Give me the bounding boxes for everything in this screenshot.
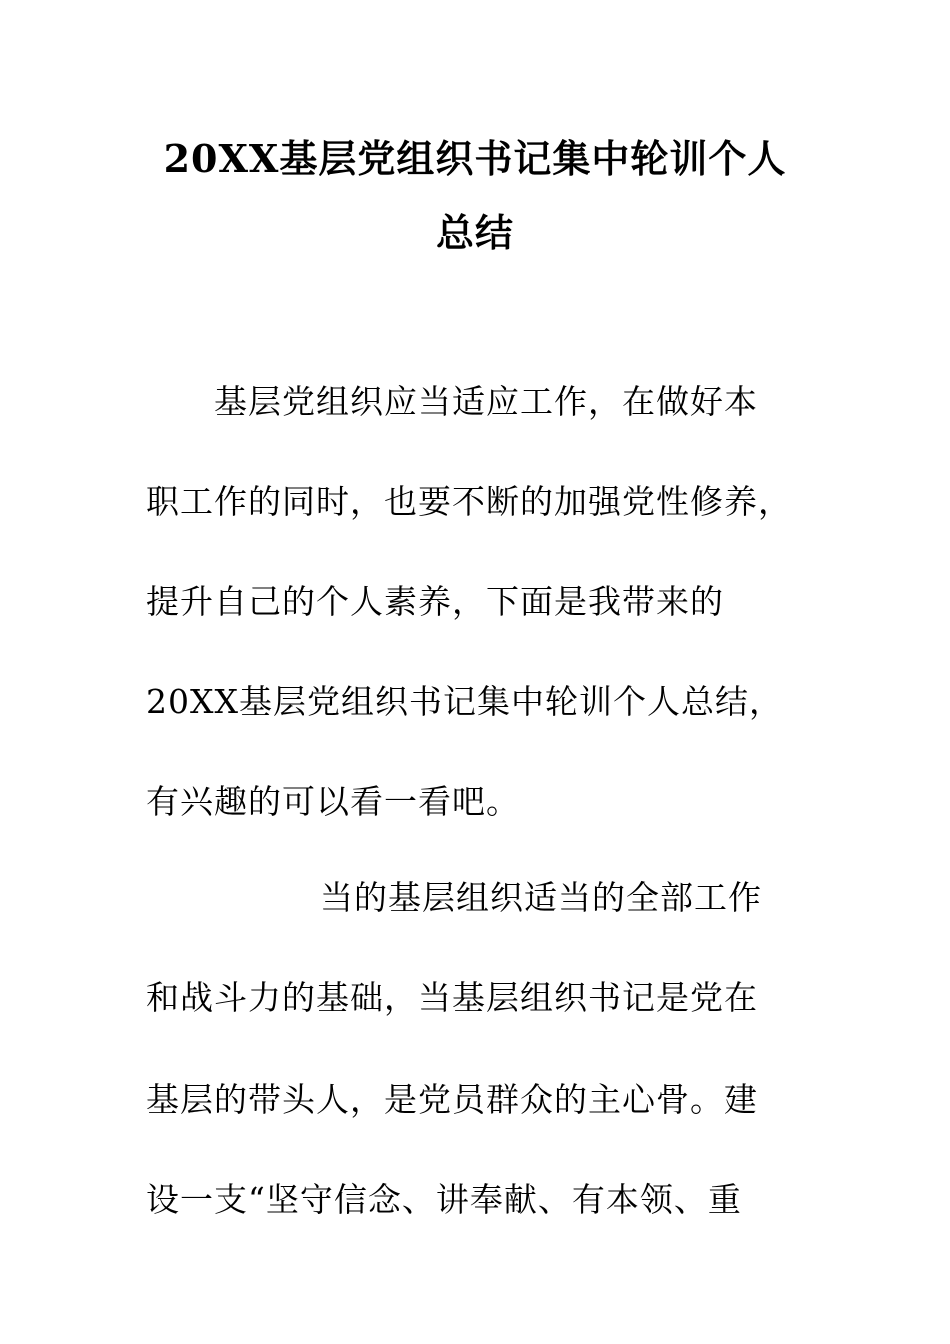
document-title-line-1: 20XX基层党组织书记集中轮训个人 — [163, 136, 787, 181]
paragraph-1-line-5: 有兴趣的可以看一看吧。 — [146, 782, 520, 821]
paragraph-2-line-1: 当的基层组织适当的全部工作 — [320, 878, 762, 917]
paragraph-2-line-4: 设一支“坚守信念、讲奉献、有本领、重 — [146, 1180, 742, 1219]
paragraph-2-line-3: 基层的带头人，是党员群众的主心骨。建 — [146, 1080, 758, 1119]
paragraph-2-line-2: 和战斗力的基础，当基层组织书记是党在 — [146, 978, 758, 1017]
document-title-line-2: 总结 — [435, 210, 514, 255]
paragraph-1-line-4: 20XX基层党组织书记集中轮训个人总结， — [146, 682, 783, 721]
paragraph-1-line-2: 职工作的同时，也要不断的加强党性修养， — [146, 482, 792, 521]
paragraph-1-line-3: 提升自己的个人素养，下面是我带来的 — [146, 582, 724, 621]
paragraph-1-line-1: 基层党组织应当适应工作，在做好本 — [214, 382, 758, 421]
